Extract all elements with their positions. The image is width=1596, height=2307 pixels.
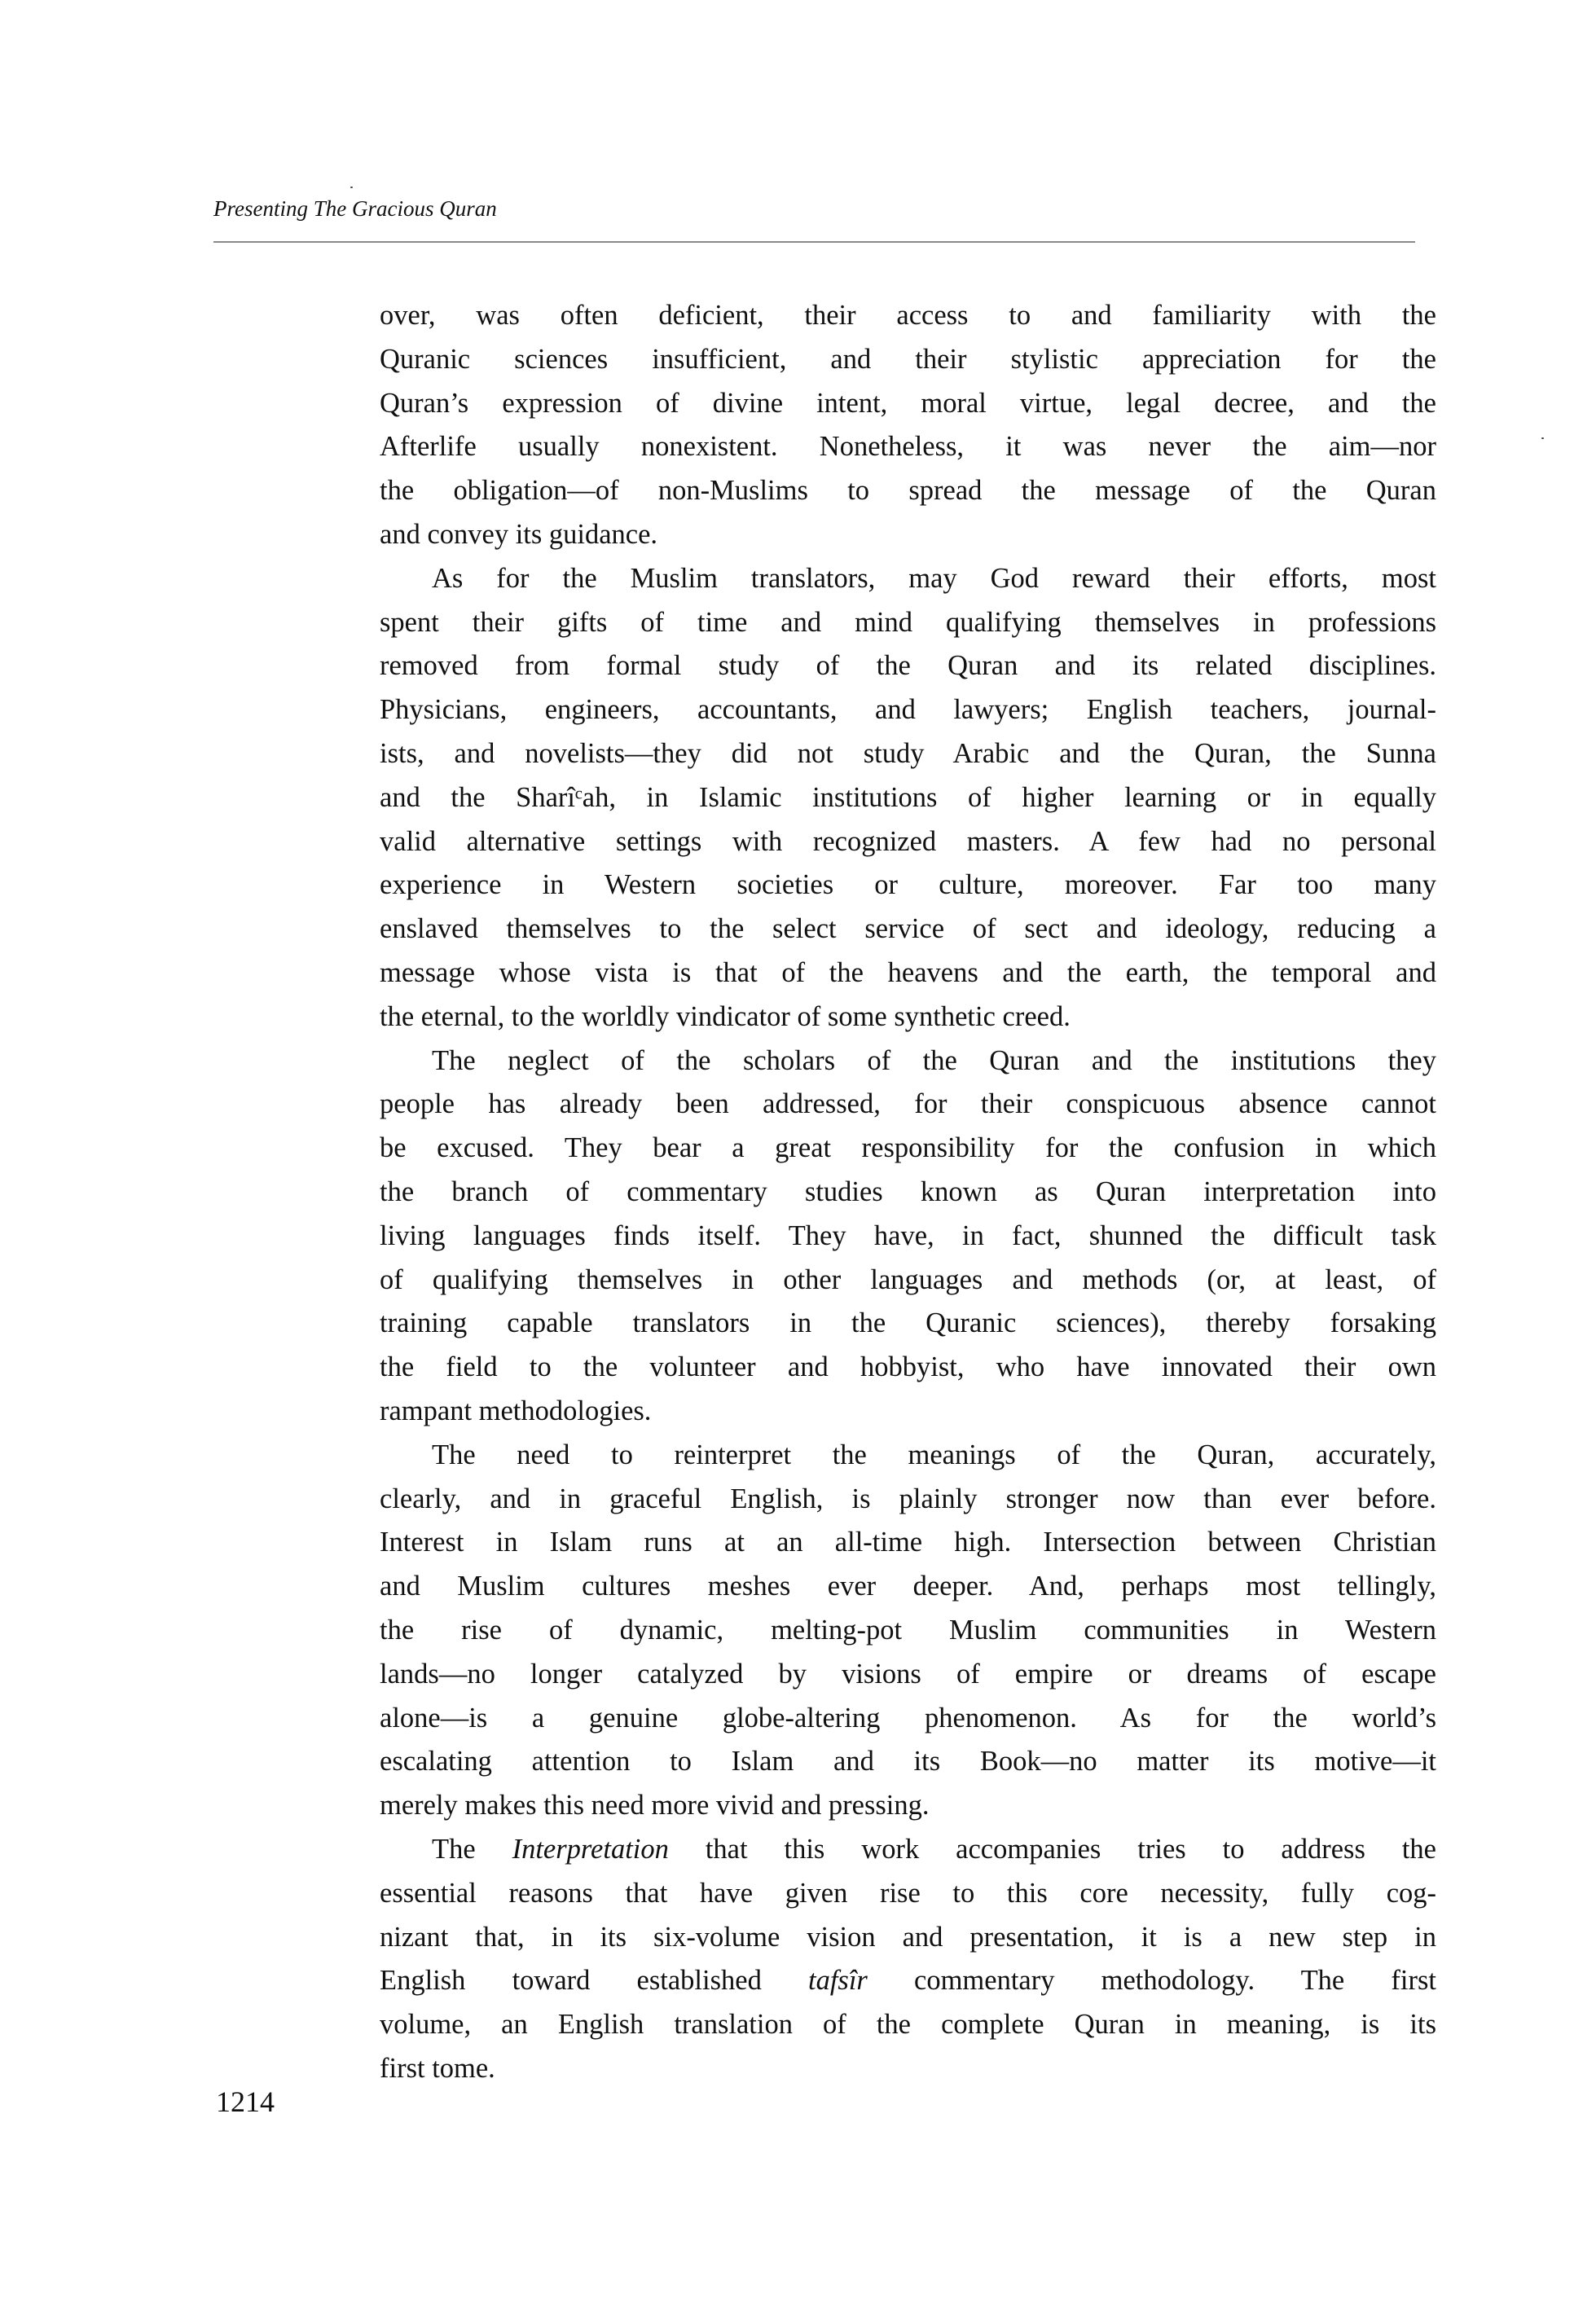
text-line: be excused. They bear a great responsibility for the confusion in which (380, 1132, 1436, 1164)
text-line: of qualifying themselves in other languages and methods (or, at least, of (380, 1263, 1436, 1295)
text-line: and Muslim cultures meshes ever deeper. And, perhaps most tellingly, (380, 1571, 1436, 1602)
scan-speck (350, 187, 353, 188)
text-line: and the Sharîᶜah, in Islamic institutions of higher learning or in equally (380, 781, 1436, 813)
text-line: The neglect of the scholars of the Quran and the institutions they (432, 1044, 1436, 1076)
text-line: volume, an English translation of the complete Quran in meaning, is its (380, 2009, 1436, 2041)
text-line: merely makes this need more vivid and pressing. (380, 1790, 930, 1821)
text-line: As for the Muslim translators, may God reward their efforts, most (432, 562, 1436, 594)
text-line: and convey its guidance. (380, 519, 658, 550)
running-head: Presenting The Gracious Quran (213, 196, 497, 221)
text-line: Quran’s expression of divine intent, moral virtue, legal decree, and the (380, 387, 1436, 419)
text-line: people has already been addressed, for their conspicuous absence cannot (380, 1088, 1436, 1120)
text-line: experience in Western societies or culture, moreover. Far too many (380, 869, 1436, 901)
text-line: The Interpretation that this work accompanies tries to address the (432, 1834, 1436, 1865)
text-line: The need to reinterpret the meanings of the Quran, accurately, (432, 1439, 1436, 1470)
text-line: the field to the volunteer and hobbyist, who have innovated their own (380, 1351, 1436, 1383)
text-line: escalating attention to Islam and its Book—no matter its motive—it (380, 1746, 1436, 1777)
text-line: ists, and novelists—they did not study Arabic and the Quran, the Sunna (380, 738, 1436, 769)
text-line: the branch of commentary studies known as Quran interpretation into (380, 1176, 1436, 1207)
text-line: spent their gifts of time and mind qualifying themselves in professions (380, 606, 1436, 638)
text-line: nizant that, in its six-volume vision and presentation, it is a new step in (380, 1921, 1436, 1953)
text-line: Afterlife usually nonexistent. Nonetheless, it was never the aim—nor (380, 431, 1436, 463)
text-line: removed from formal study of the Quran and its related disciplines. (380, 650, 1436, 682)
text-line: the eternal, to the worldly vindicator of some synthetic creed. (380, 1000, 1071, 1032)
text-line: Interest in Islam runs at an all-time high. Intersection between Christian (380, 1527, 1436, 1558)
text-line: Physicians, engineers, accountants, and lawyers; English teachers, journal- (380, 694, 1436, 726)
text-line: rampant methodologies. (380, 1395, 652, 1426)
text-line: over, was often deficient, their access to and familiarity with the (380, 300, 1436, 331)
text-line: Quranic sciences insufficient, and their stylistic appreciation for the (380, 343, 1436, 375)
text-line: enslaved themselves to the select service of sect and ideology, reducing a (380, 913, 1436, 945)
scan-speck (1541, 437, 1544, 439)
text-line: essential reasons that have given rise to this core necessity, fully cog- (380, 1877, 1436, 1909)
italic-term: Interpretation (512, 1834, 669, 1865)
text-line: living languages finds itself. They have, in fact, shunned the difficult task (380, 1219, 1436, 1251)
text-line: the obligation—of non-Muslims to spread the message of the Quran (380, 475, 1436, 507)
text-line: alone—is a genuine globe-altering phenomenon. As for the world’s (380, 1702, 1436, 1734)
text-line: first tome. (380, 2053, 495, 2084)
page-number: 1214 (216, 2085, 275, 2118)
italic-term: tafsîr (808, 1965, 868, 1997)
text-line: the rise of dynamic, melting-pot Muslim communities in Western (380, 1615, 1436, 1646)
text-line: message whose vista is that of the heavens and the earth, the temporal and (380, 957, 1436, 988)
text-line: training capable translators in the Quranic sciences), thereby forsaking (380, 1307, 1436, 1339)
text-line: lands—no longer catalyzed by visions of empire or dreams of escape (380, 1658, 1436, 1690)
header-rule (213, 241, 1415, 243)
text-line: valid alternative settings with recognized masters. A few had no personal (380, 825, 1436, 857)
text-line: clearly, and in graceful English, is plainly stronger now than ever before. (380, 1483, 1436, 1514)
text-line: English toward established tafsîr commentary methodology. The first (380, 1965, 1436, 1997)
